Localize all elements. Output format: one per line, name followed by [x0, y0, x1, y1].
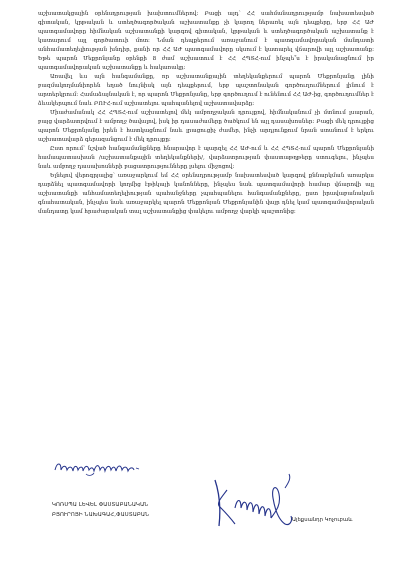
signature: [205, 468, 300, 532]
paragraph-5: Ելնելով վերոգրյալից՝ առաջարկում եմ ՀՀ օրենսդրությամբ նախատեսված կարգով քննարկման առարկա դարձնել պատգամավորի կողմից էթիկայի կանոնները, ինչպես նաև պատգամավորի համար վճարովի այլ աշխատանքի անհամատեղելիության պահանջները չպահպանելու հանգամանքները, ըստ իրավաբանական գնահատական, ինչպես նաև առաջարկել պարոն Մեքրոնյան Մեքրոնյանին վայր դնել կամ պատգամավորական մանդատը կամ հրաժարական տալ աշխատանքից փակելու ամբողջ վարկի պաշտոնից:: [38, 173, 374, 215]
paragraph-3: Միաժամանակ ՀՀ ՀՊՏՀ-ում աշխատելով մեկ ամբողջական դրույքով, հիմնականում չի մտնում լսարան, բայց վարձատրվում է ամբողջ ծավալով, իսկ իր դասաժամերը ծածկում են այլ դասախոսներ: Բացի մեկ դրույքից պարոն Մեքրոնյանը իրեն է հատկացնում նաև լրացուցիչ ժամեր, ինչի արդյունքում նրան ստանում է երկու աշխատավարձ գերազանցում է մեկ դրույքը:: [38, 110, 374, 143]
handwritten-note: [52, 456, 142, 478]
signer-name: Ալեքսանդր Կոչուբաև: [292, 517, 353, 523]
paragraph-1: աշխատակցային օրենսդրության խախտումներով: Բացի այդ՝ ՀՀ սահմանադրությամբ նախատեսված գիտական, կրթական և ստեղծագործական աշխատանքը չի կարող ներառել այն դեպքերը, երբ ՀՀ ԱԺ պատգամավորը հիմնական աշխատանքի կարգով գիտական, կրթական և ստեղծագործական աշխատանք է կատարում այլ գործատուի մոտ: Նման դեպքերում առաջանում է պատգամավորական մանդատի անհամատեղելիության խնդիր, քանի որ ՀՀ ԱԺ պատգամավորը սկսում է կատարել վճարովի այլ աշխատանք: Եթե պարոն Մեքրոնյանը օրենքի 8 ժամ աշխատում է ՀՀ ՀՊՏՀ-ում ինչպե՞ս է իրականացնում իր պատգամավորական աշխատանքը և հակառակը:: [38, 11, 374, 71]
organization-line-2: ԲՅՈՒՐՈՅԻ ՆԱԽԱԳԱՀ,ՓԱՍՏԱԲԱՆ: [52, 512, 150, 518]
paragraph-4: Ըստ որում՝ նշված հանգամանքները հնարավոր է պարզել ՀՀ ԱԺ-ում և ՀՀ ՀՊՏՀ-ում պարոն Մեքրոնյանի համապատասխան /աշխատանքային տեղեկանքների/, վարձատրության փաստաթղթերը ստուգելու, ինչպես նաև ամբողջ դասախոսների բացատրությունները լսելու միջոցով:: [38, 146, 374, 170]
paragraph-2: Առավել ևս այն հանգամանքը, որ աշխատանքային տեղեկանքերում պարոն Մեքրոնյանը լինի բազմակողմանիորեն եղած նույնիսկ այն դեպքերում, երբ պաշտոնական գործուղումներում լինում է արտերկրում: Համաձայնական է, որ պարոն Մեքրոնյանը, երբ գործուղում է ունենում ՀՀ ԱԺ-ից, գործուղումներ է ձևակերպում նաև ԲՈՒՀ-ում աշխատելու պահպանելով աշխատավարձը:: [38, 74, 374, 107]
letter-body: [38, 10, 374, 217]
signature-caption: [52, 500, 202, 520]
organization-line-1: ԿՈՌՍՊԱ ԼԵՎԵԼ ՓԱՍՏԱԲԱՆԱԿԱՆ: [52, 502, 149, 508]
